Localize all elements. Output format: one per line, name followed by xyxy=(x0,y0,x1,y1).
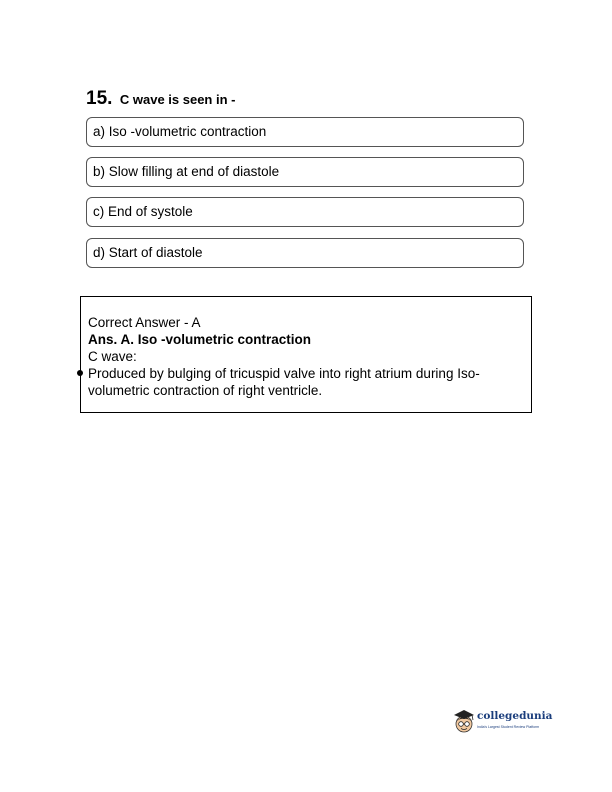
explanation-line-1: Produced by bulging of tricuspid valve into right atrium during Iso- xyxy=(88,366,480,381)
answer-subheading: C wave: xyxy=(88,349,137,364)
option-c[interactable]: c) End of systole xyxy=(86,197,524,227)
explanation-line-2: volumetric contraction of right ventricle. xyxy=(88,383,323,398)
answer-box xyxy=(80,296,532,413)
question-title xyxy=(86,88,235,110)
correct-answer-line: Correct Answer - A xyxy=(88,315,201,330)
option-d[interactable]: d) Start of diastole xyxy=(86,238,524,268)
option-a[interactable]: a) Iso -volumetric contraction xyxy=(86,117,524,147)
question-number: 15. xyxy=(86,88,113,109)
logo-tagline: India's Largest Student Review Platform xyxy=(477,725,540,729)
bullet-icon xyxy=(77,370,83,376)
logo-name: collegedunia xyxy=(477,710,553,722)
graduate-mascot-icon xyxy=(452,709,476,735)
collegedunia-logo xyxy=(452,707,553,737)
question-text: C wave is seen in - xyxy=(119,92,236,107)
answer-title: Ans. A. Iso -volumetric contraction xyxy=(88,332,312,347)
option-b[interactable]: b) Slow filling at end of diastole xyxy=(86,157,524,187)
